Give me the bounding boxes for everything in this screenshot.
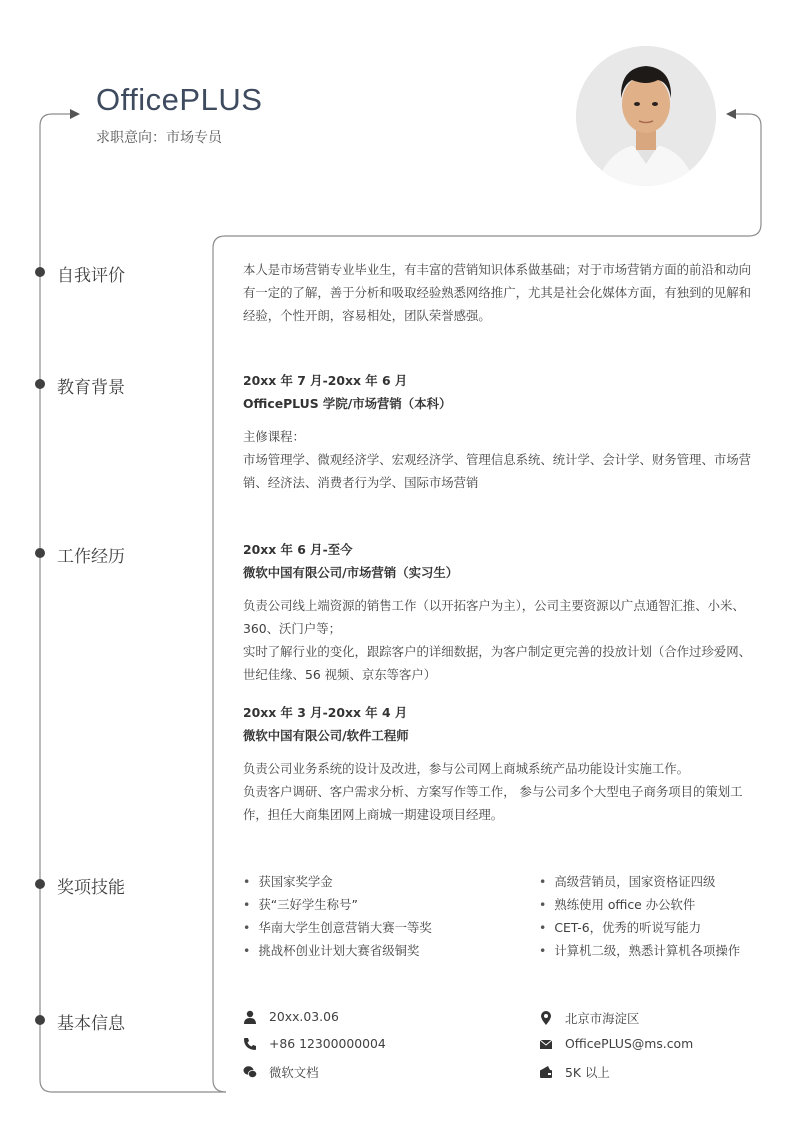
section-title-education: 教育背景 (57, 378, 125, 398)
section-title-work-experience: 工作经历 (57, 547, 125, 567)
self-evaluation-block (243, 258, 759, 327)
info-phone (243, 1036, 386, 1051)
education-courses-label: 主修课程： (243, 429, 305, 444)
education-courses: 市场管理学、微观经济学、宏观经济学、管理信息系统、统计学、会计学、财务管理、市场营销、经济法、消费者行为学、国际市场营销 (243, 452, 752, 490)
education-period: 20xx 年 7 月-20xx 年 6 月 (243, 373, 408, 388)
work-description: 负责公司线上端资源的销售工作（以开拓客户为主），公司主要资源以广点通智汇推、小米、360、沃门户等； (243, 598, 745, 636)
info-location (539, 1009, 639, 1027)
section-title-basic-info: 基本信息 (57, 1014, 125, 1034)
info-email-value: OfficePLUS@ms.com (565, 1036, 694, 1051)
skill-item: • 华南大学生创意营销大赛一等奖 (243, 916, 432, 939)
info-salary-value: 5K 以上 (565, 1065, 610, 1080)
phone-icon (243, 1037, 257, 1051)
work-company: 微软中国有限公司/市场营销（实习生） (243, 565, 459, 580)
portrait-illustration (576, 46, 716, 186)
person-icon (243, 1010, 257, 1024)
work-period: 20xx 年 3 月-20xx 年 4 月 (243, 705, 408, 720)
info-salary (539, 1063, 610, 1081)
info-phone-value: +86 12300000004 (269, 1036, 386, 1051)
location-pin-icon (539, 1011, 553, 1025)
wallet-icon (539, 1065, 553, 1079)
skill-item: • 高级营销员，国家资格证四级 (539, 870, 715, 893)
work-description: 负责客户调研、客户需求分析、方案写作等工作， 参与公司多个大型电子商务项目的策划工作，担任大商集团网上商城一期建设项目经理。 (243, 784, 743, 822)
profile-photo (576, 46, 716, 186)
work-period: 20xx 年 6 月-至今 (243, 542, 353, 557)
info-location-value: 北京市海淀区 (565, 1011, 640, 1026)
work-entry-2 (243, 701, 759, 826)
education-school: OfficePLUS 学院/市场营销（本科） (243, 396, 452, 411)
skill-item: • 获国家奖学金 (243, 870, 333, 893)
skill-item: • CET-6，优秀的听说写能力 (539, 916, 701, 939)
education-block (243, 369, 759, 494)
info-birthday (243, 1009, 339, 1024)
info-wechat (243, 1063, 319, 1081)
wechat-icon (243, 1065, 257, 1079)
work-description: 负责公司业务系统的设计及改进，参与公司网上商城系统产品功能设计实施工作。 (243, 761, 690, 776)
work-description: 实时了解行业的变化，跟踪客户的详细数据，为客户制定更完善的投放计划（合作过珍爱网、世纪佳缘、56 视频、京东等客户） (243, 644, 752, 682)
skill-item: • 熟练使用 office 办公软件 (539, 893, 695, 916)
job-intent: 求职意向：市场专员 (96, 130, 222, 146)
work-company: 微软中国有限公司/软件工程师 (243, 728, 409, 743)
skill-item: • 挑战杯创业计划大赛省级铜奖 (243, 939, 419, 962)
candidate-name: OfficePLUS (96, 82, 263, 117)
info-birthday-value: 20xx.03.06 (269, 1009, 339, 1024)
skill-item: • 计算机二级，熟悉计算机各项操作 (539, 939, 740, 962)
info-email (539, 1036, 693, 1051)
section-title-self-evaluation: 自我评价 (57, 266, 125, 286)
envelope-icon (539, 1037, 553, 1051)
section-title-awards-skills: 奖项技能 (57, 878, 125, 898)
work-entry-1 (243, 538, 759, 686)
info-wechat-value: 微软文档 (269, 1065, 319, 1080)
skill-item: • 获“三好学生称号” (243, 893, 358, 916)
self-evaluation-text: 本人是市场营销专业毕业生，有丰富的营销知识体系做基础；对于市场营销方面的前沿和动向有一定的了解，善于分析和吸取经验熟悉网络推广，尤其是社会化媒体方面，有独到的见解和经验，个性开朗，容易相处，团队荣誉感强。 (243, 262, 752, 323)
